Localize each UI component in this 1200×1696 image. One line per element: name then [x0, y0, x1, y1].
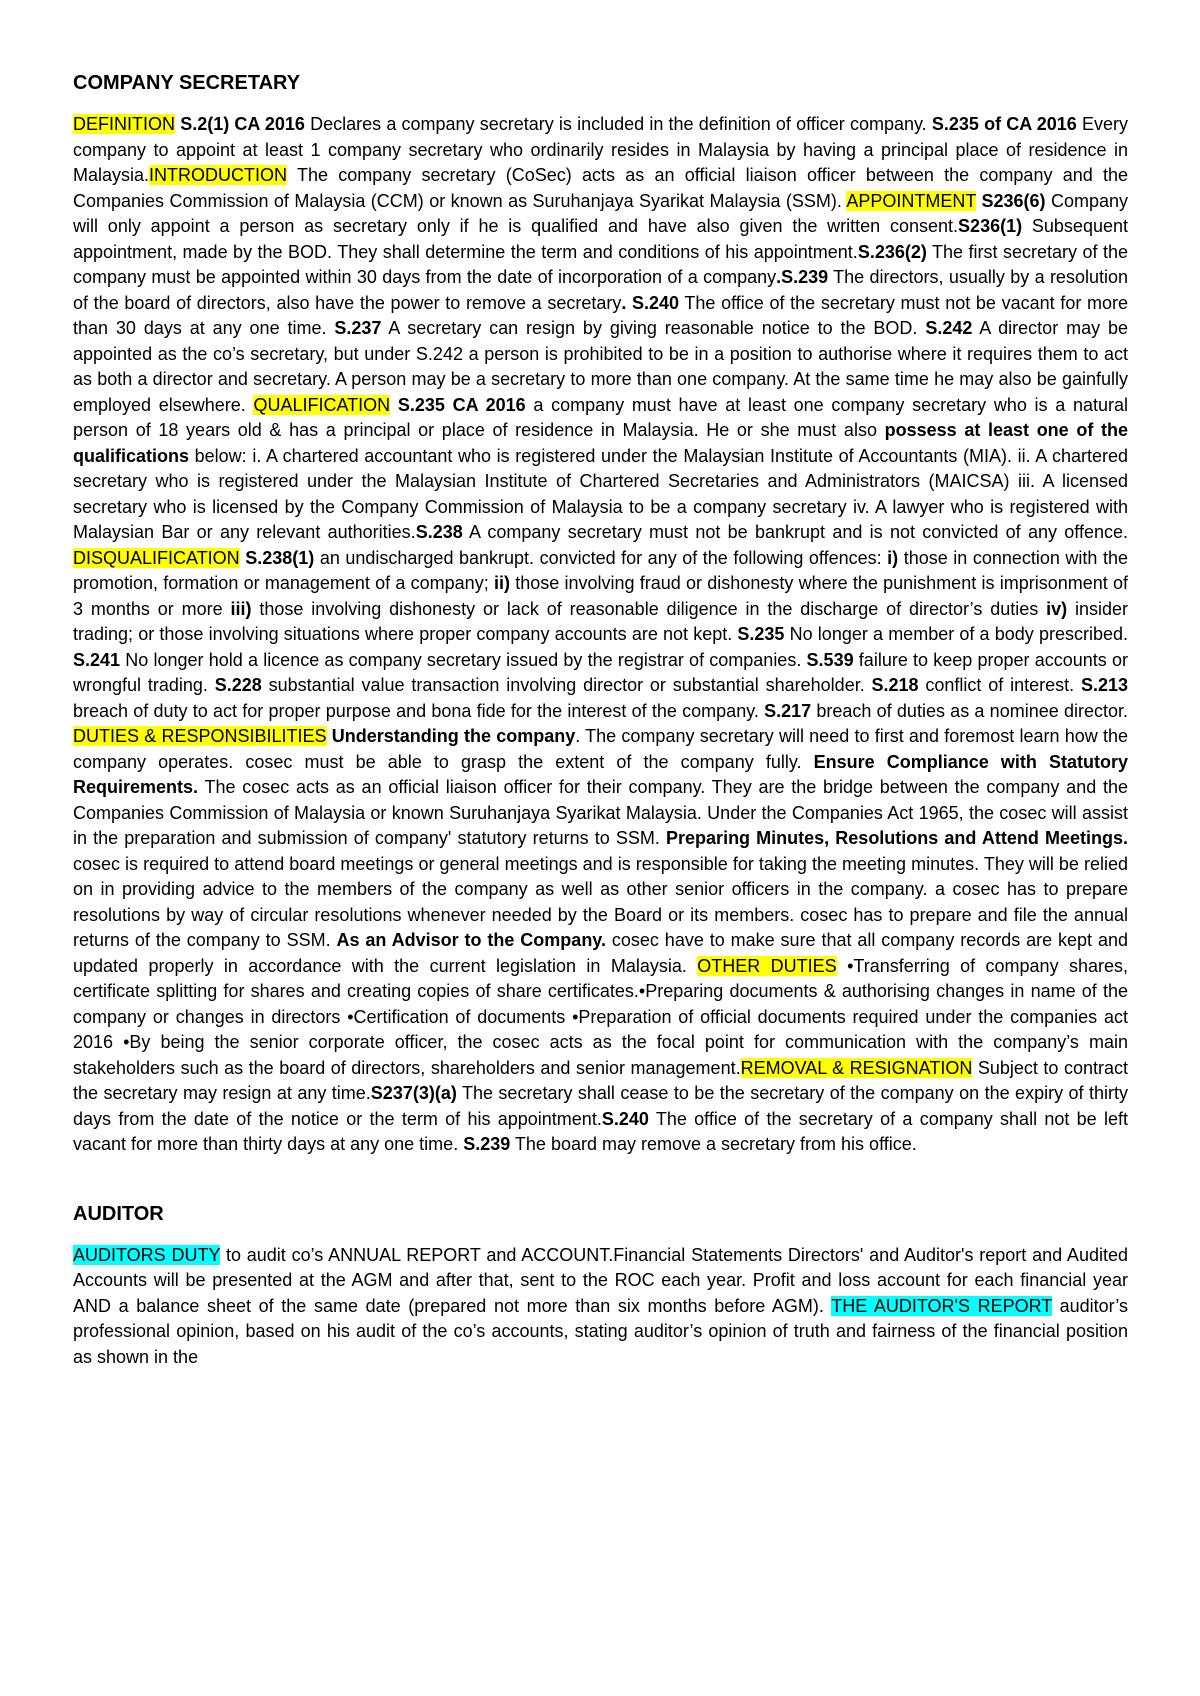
list-marker: iii): [230, 598, 252, 619]
text-run: failure to keep proper accounts or wrongful trading.: [73, 649, 1129, 695]
text-run: Subject to contract the secretary may resign at any time.: [73, 1057, 1128, 1103]
section-ref: S.236(2): [857, 241, 927, 262]
section-ref: S.240: [601, 1108, 649, 1129]
text-run: an undischarged bankrupt. convicted for any of the following offences:: [314, 547, 888, 568]
section-ref: . S.240: [621, 292, 680, 313]
bold-phrase: Ensure Compliance with Statutory Requirements.: [73, 751, 1128, 797]
company-secretary-paragraph: [73, 112, 1128, 1158]
text-run: Every company to appoint at least 1 company secretary who ordinarily resides in Malaysia by having a principal place of residence in Malaysia.: [73, 114, 1128, 185]
section-ref: S.238(1): [245, 547, 315, 568]
bold-phrase: possess at least one of the qualifications: [73, 420, 1129, 466]
text-run: those involving fraud or dishonesty where the punishment is imprisonment of 3 months or more: [73, 573, 1128, 619]
text-run: No longer hold a licence as company secretary issued by the registrar of companies.: [120, 649, 807, 670]
text-run: The first secretary of the company must be appointed within 30 days from the date of incorporation of a company: [73, 241, 1128, 287]
text-run: to audit co’s ANNUAL REPORT and ACCOUNT.Financial Statements Directors' and Auditor's report and Audited Accounts will be presented at the AGM and after that, sent to the ROC each year. Profit and loss account for each financial year AND a balance sheet of the same date (prepared not more than six months before AGM).: [73, 1244, 1128, 1316]
section-ref: S.237: [334, 318, 382, 338]
section-ref: S.228: [214, 675, 262, 695]
appointment-label: APPOINTMENT: [846, 190, 977, 211]
company-secretary-heading: COMPANY SECRETARY: [73, 72, 301, 94]
text-run: cosec have to make sure that all company records are kept and updated properly in accordance with the current legislation in Malaysia.: [73, 930, 1128, 976]
section-ref: S.238: [415, 522, 463, 542]
text-run: Subsequent appointment, made by the BOD. They shall determine the term and conditions of his appointment.: [73, 216, 1128, 262]
list-marker: iv): [1046, 598, 1068, 619]
section-ref: S236(1): [958, 216, 1023, 236]
text-run: those involving dishonesty or lack of reasonable diligence in the discharge of director’s duties: [251, 598, 1047, 619]
section-ref: S.235: [737, 624, 785, 644]
text-run: The office of the secretary of a company shall not be left vacant for more than thirty days at any one time.: [73, 1108, 1129, 1154]
list-marker: ii): [493, 573, 510, 593]
text-run: those in connection with the promotion, formation or management of a company;: [73, 547, 1128, 593]
other-duties-label: OTHER DUTIES: [697, 955, 837, 976]
section-ref: S236(6): [981, 190, 1046, 211]
text-run: breach of duty to act for proper purpose and bona fide for the interest of the company.: [73, 700, 765, 721]
text-run: A company secretary must not be bankrupt and is not convicted of any offence.: [462, 522, 1129, 542]
auditor-paragraph: [73, 1243, 1128, 1371]
section-ref: S237(3)(a): [370, 1083, 457, 1103]
text-run: The cosec acts as an official liaison officer for their company. They are the bridge between the company and the Companies Commission of Malaysia or known Suruhanjaya Syarikat Malaysia. Under the Companies Act 1965, the cosec will assist in the preparation and submission of company' statutory returns to SSM.: [73, 777, 1128, 848]
introduction-label: INTRODUCTION: [149, 165, 288, 185]
auditor-heading: AUDITOR: [73, 1202, 164, 1225]
text-run: [390, 395, 398, 415]
text-run: The office of the secretary must not be vacant for more than 30 days at any one time.: [73, 292, 1128, 338]
text-run: The company secretary (CoSec) acts as an official liaison officer between the company and the Companies Commission of Malaysia (CCM) or known as Suruhanjaya Syarikat Malaysia (SSM).: [73, 165, 1128, 211]
definition-label: DEFINITION: [73, 114, 175, 134]
text-run: A secretary can resign by giving reasonable notice to the BOD.: [381, 318, 926, 338]
section-ref: .S.239: [776, 267, 829, 287]
text-run: breach of duties as a nominee director.: [811, 700, 1128, 721]
auditors-duty-label: AUDITORS DUTY: [73, 1244, 221, 1265]
section-ref: S.213: [1080, 675, 1128, 695]
text-run: below: i. A chartered accountant who is registered under the Malaysian Institute of Accountants (MIA). ii. A chartered secretary who is registered under the Malaysian Institute of Chartered Secretaries and Administrators (MAICSA) iii. A licensed secretary who is licensed by the Company Commission of Malaysia to be a company secretary iv. A lawyer who is registered with Malaysian Bar or any relevant authorities.: [73, 445, 1128, 542]
bold-phrase: Preparing Minutes, Resolutions and Attend Meetings.: [666, 828, 1128, 848]
section-ref: S.217: [764, 700, 812, 721]
text-run: insider trading; or those involving situations where proper company accounts are not kept.: [73, 598, 1128, 644]
text-run: A director may be appointed as the co’s secretary, but under S.242 a person is prohibited to be in a position to authorise where it requires them to act as both a director and secretary. A person may be a secretary to more than one company. At the same time he may also be gainfully employed elsewhere.: [73, 318, 1128, 415]
qualification-label: QUALIFICATION: [253, 394, 391, 415]
text-run: auditor’s professional opinion, based on his audit of the co’s accounts, stating auditor’s opinion of truth and fairness of the financial position as shown in the: [73, 1295, 1128, 1367]
disqualification-label: DISQUALIFICATION: [73, 547, 240, 568]
bold-phrase: Understanding the company: [331, 726, 576, 746]
section-ref: S.235 of CA 2016: [931, 114, 1077, 134]
duties-responsibilities-label: DUTIES & RESPONSIBILITIES: [73, 726, 327, 746]
section-ref: S.235 CA 2016: [397, 394, 526, 415]
text-run: Declares a company secretary is included in the definition of officer company.: [304, 114, 932, 134]
text-run: The directors, usually by a resolution of the board of directors, also have the power to remove a secretary: [73, 267, 1128, 313]
section-ref: S.242: [925, 318, 973, 338]
removal-resignation-label: REMOVAL & RESIGNATION: [740, 1057, 973, 1078]
text-run: substantial value transaction involving director or substantial shareholder.: [261, 675, 872, 695]
text-run: The board may remove a secretary from his office.: [510, 1134, 917, 1154]
text-run: conflict of interest.: [918, 675, 1081, 695]
text-run: Company will only appoint a person as secretary only if he is qualified and have also given the written consent.: [73, 190, 1128, 236]
section-ref: S.539: [806, 649, 854, 670]
text-run: •Transferring of company shares, certificate splitting for shares and creating copies of share certificates.•Preparing documents & authorising changes in name of the company or changes in directors •Certification of documents •Preparation of official documents required under the companies act 2016 •By being the senior corporate officer, the cosec acts as the focal point for communication with the company’s main stakeholders such as the board of directors, shareholders and senior management.: [73, 955, 1128, 1078]
section-ref: S.218: [871, 675, 919, 695]
text-run: a company must have at least one company secretary who is a natural person of 18 years old & has a principal or place of residence in Malaysia. He or she must also: [73, 394, 1128, 440]
text-run: cosec is required to attend board meetings or general meetings and is responsible for taking the meeting minutes. They will be relied on in providing advice to the members of the company as well as other senior officers in the company. a cosec has to prepare resolutions by way of circular resolutions whenever needed by the Board or its members. cosec has to prepare and file the annual returns of the company to SSM.: [73, 853, 1128, 950]
list-marker: i): [887, 547, 899, 568]
text-run: The secretary shall cease to be the secretary of the company on the expiry of thirty days from the date of the notice or the term of his appointment.: [73, 1083, 1128, 1129]
section-ref: S.241: [73, 649, 121, 670]
section-ref: S.239: [463, 1134, 511, 1154]
bold-phrase: As an Advisor to the Company.: [336, 930, 606, 950]
text-run: No longer a member of a body prescribed.: [784, 624, 1128, 644]
text-run: . The company secretary will need to first and foremost learn how the company operates. cosec must be able to grasp the extent of the company fully.: [73, 726, 1128, 772]
auditors-report-label: THE AUDITOR'S REPORT: [831, 1295, 1052, 1316]
section-ref: S.2(1) CA 2016: [180, 114, 305, 134]
